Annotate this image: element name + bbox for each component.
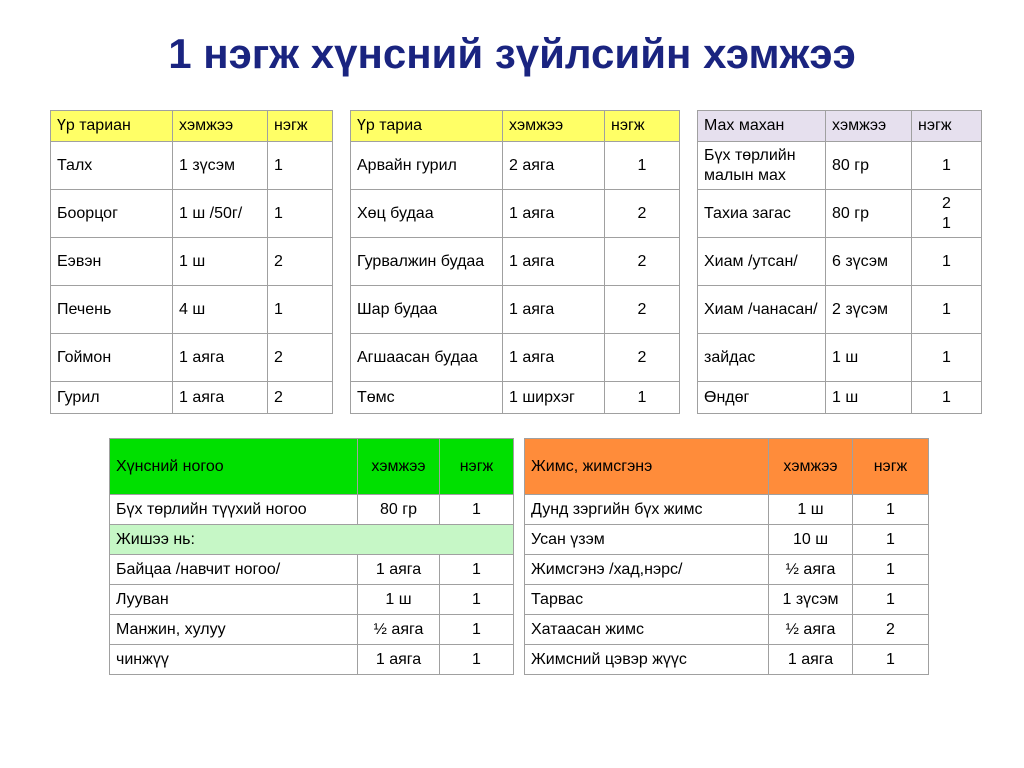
food-unit: 1 [912, 238, 982, 286]
table-row [110, 585, 514, 615]
example-label: Жишээ нь: [110, 525, 514, 555]
food-name: Тахиа загас [698, 190, 826, 238]
food-name: Усан үзэм [525, 525, 769, 555]
unit-col-header: нэгж [853, 439, 929, 495]
food-unit: 1 [440, 645, 514, 675]
food-amount: 1 аяга [769, 645, 853, 675]
table-row [51, 334, 982, 382]
fruit-header-row [525, 439, 929, 495]
vegetable-header-row [110, 439, 514, 495]
food-name: Дунд зэргийн бүх жимс [525, 495, 769, 525]
food-unit: 1 [440, 615, 514, 645]
food-unit: 1 [912, 382, 982, 414]
food-name: Өндөг [698, 382, 826, 414]
food-name: Гурвалжин будаа [351, 238, 503, 286]
food-name: Гоймон [51, 334, 173, 382]
table-row [525, 585, 929, 615]
food-amount: 1 аяга [358, 645, 440, 675]
food-amount: 1 ш /50г/ [173, 190, 268, 238]
food-amount: 4 ш [173, 286, 268, 334]
table-row [525, 645, 929, 675]
food-unit: 2 [605, 190, 680, 238]
food-unit: 2 1 [912, 190, 982, 238]
food-unit: 2 [268, 238, 333, 286]
food-name: Гурил [51, 382, 173, 414]
food-amount: 80 гр [826, 190, 912, 238]
food-name: Байцаа /навчит ногоо/ [110, 555, 358, 585]
example-row [110, 525, 514, 555]
table-row [110, 555, 514, 585]
food-unit: 1 [268, 190, 333, 238]
table-row [51, 190, 982, 238]
food-amount: 2 аяга [503, 142, 605, 190]
table-row [525, 615, 929, 645]
food-name: Жимсний цэвэр жүүс [525, 645, 769, 675]
food-name: Төмс [351, 382, 503, 414]
vegetable-table [109, 438, 514, 675]
fruit-col-header: Жимс, жимсгэнэ [525, 439, 769, 495]
food-name: Жимсгэнэ /хад,нэрс/ [525, 555, 769, 585]
food-unit: 1 [853, 585, 929, 615]
grain2-col-header: Үр тариа [351, 111, 503, 142]
table-row [51, 238, 982, 286]
food-unit: 2 [605, 334, 680, 382]
grain-col-header: Үр тариан [51, 111, 173, 142]
food-amount: 1 ш [173, 238, 268, 286]
food-amount: ½ аяга [769, 555, 853, 585]
top-table-header-row [51, 111, 982, 142]
amount-col-header: хэмжээ [173, 111, 268, 142]
food-name: Хиам /чанасан/ [698, 286, 826, 334]
food-name: Печень [51, 286, 173, 334]
amount-col-header: хэмжээ [503, 111, 605, 142]
food-unit: 2 [268, 382, 333, 414]
food-amount: 1 зүсэм [173, 142, 268, 190]
food-amount: 2 зүсэм [826, 286, 912, 334]
food-unit: 1 [605, 142, 680, 190]
food-amount: 80 гр [826, 142, 912, 190]
food-unit: 1 [605, 382, 680, 414]
food-name: Боорцог [51, 190, 173, 238]
meat-col-header: Мах махан [698, 111, 826, 142]
table-row [51, 142, 982, 190]
food-name: Талх [51, 142, 173, 190]
food-amount: 1 ш [769, 495, 853, 525]
food-amount: 80 гр [358, 495, 440, 525]
amount-col-header: хэмжээ [358, 439, 440, 495]
food-unit: 1 [853, 645, 929, 675]
unit-col-header: нэгж [605, 111, 680, 142]
food-unit: 2 [268, 334, 333, 382]
vegetable-col-header: Хүнсний ногоо [110, 439, 358, 495]
food-unit: 1 [268, 142, 333, 190]
food-amount: 1 ш [826, 382, 912, 414]
food-amount: 6 зүсэм [826, 238, 912, 286]
unit-col-header: нэгж [912, 111, 982, 142]
table-row [110, 645, 514, 675]
food-name: Еэвэн [51, 238, 173, 286]
food-name: Манжин, хулуу [110, 615, 358, 645]
food-amount: 1 ш [358, 585, 440, 615]
food-amount: 1 аяга [173, 382, 268, 414]
food-amount: 1 аяга [503, 286, 605, 334]
food-name: Хатаасан жимс [525, 615, 769, 645]
food-unit: 1 [440, 555, 514, 585]
food-amount: 1 ш [826, 334, 912, 382]
food-unit: 1 [912, 334, 982, 382]
food-name: Хөц будаа [351, 190, 503, 238]
food-unit: 1 [268, 286, 333, 334]
food-unit: 1 [440, 585, 514, 615]
food-amount: 1 аяга [503, 334, 605, 382]
food-name: Тарвас [525, 585, 769, 615]
food-amount: 1 ширхэг [503, 382, 605, 414]
table-row [51, 286, 982, 334]
food-amount: 1 аяга [173, 334, 268, 382]
amount-col-header: хэмжээ [826, 111, 912, 142]
food-name: Арвайн гурил [351, 142, 503, 190]
food-amount: 1 зүсэм [769, 585, 853, 615]
food-unit: 2 [605, 286, 680, 334]
table-row [110, 615, 514, 645]
unit-col-header: нэгж [440, 439, 514, 495]
page-title: 1 нэгж хүнсний зүйлсийн хэмжээ [168, 30, 856, 77]
table-row [525, 555, 929, 585]
food-unit: 1 [853, 525, 929, 555]
food-unit: 2 [605, 238, 680, 286]
fruit-table [524, 438, 929, 675]
food-amount: 1 аяга [503, 238, 605, 286]
food-name: Лууван [110, 585, 358, 615]
food-amount: ½ аяга [769, 615, 853, 645]
food-name: Бүх төрлийн малын мах [698, 142, 826, 190]
food-unit: 1 [853, 495, 929, 525]
food-unit: 1 [853, 555, 929, 585]
food-name: Шар будаа [351, 286, 503, 334]
food-name: зайдас [698, 334, 826, 382]
table-row [525, 495, 929, 525]
food-unit: 2 [853, 615, 929, 645]
unit-col-header: нэгж [268, 111, 333, 142]
food-name: Агшаасан будаа [351, 334, 503, 382]
table-row [525, 525, 929, 555]
food-unit: 1 [912, 286, 982, 334]
table-row [110, 495, 514, 525]
food-unit: 1 [440, 495, 514, 525]
top-food-table [50, 110, 982, 414]
table-row [51, 382, 982, 414]
amount-col-header: хэмжээ [769, 439, 853, 495]
food-name: Бүх төрлийн түүхий ногоо [110, 495, 358, 525]
food-amount: ½ аяга [358, 615, 440, 645]
food-amount: 1 аяга [358, 555, 440, 585]
food-name: чинжүү [110, 645, 358, 675]
food-unit: 1 [912, 142, 982, 190]
food-amount: 10 ш [769, 525, 853, 555]
food-name: Хиам /утсан/ [698, 238, 826, 286]
food-amount: 1 аяга [503, 190, 605, 238]
